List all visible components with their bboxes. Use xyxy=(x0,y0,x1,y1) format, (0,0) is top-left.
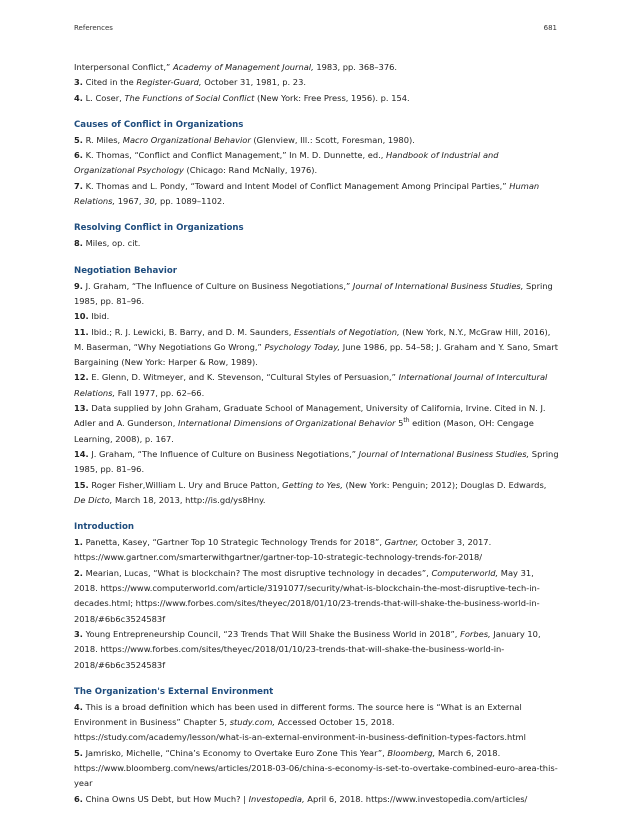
reference-text: Miles, op. cit. xyxy=(82,238,141,249)
reference-text: 1967, xyxy=(115,196,145,207)
italic-title: Academy of Management Journal, xyxy=(173,62,314,72)
reference-text: Young Entrepreneurship Council, “23 Trends That Will Shake the Business World in 2018”, xyxy=(82,628,461,639)
reference-text: Fall 1977, pp. 62–66. xyxy=(115,387,205,398)
reference-number: 15. xyxy=(74,479,89,490)
italic-title: Register-Guard, xyxy=(136,77,202,88)
reference-entry xyxy=(74,700,560,746)
reference-text: (New York, N.Y., McGraw Hill, 2016), M. Baserman, “Why Negotiations Go Wrong,” xyxy=(74,326,551,352)
reference-entry xyxy=(74,148,560,179)
reference-number: 1. xyxy=(74,537,83,548)
references-list xyxy=(74,60,560,807)
reference-number: 5. xyxy=(74,747,83,758)
italic-title: Computerworld, xyxy=(431,567,499,578)
reference-text: J. Graham, “The Influence of Culture on Business Negotiations,” xyxy=(88,448,359,459)
reference-text: Spring 1985, pp. 81–96. xyxy=(74,280,553,306)
reference-text: edition (Mason, OH: Cengage Learning, 2008), p. 167. xyxy=(74,418,534,444)
reference-number: 13. xyxy=(74,403,89,414)
italic-title: Getting to Yes, xyxy=(282,479,343,490)
reference-number: 6. xyxy=(74,150,83,161)
section-heading: Causes of Conflict in Organizations xyxy=(74,119,244,130)
reference-number: 7. xyxy=(74,180,83,191)
reference-number: 4. xyxy=(74,92,83,103)
reference-entry xyxy=(74,279,560,310)
reference-number: 2. xyxy=(74,567,83,578)
reference-number: 5. xyxy=(74,134,83,145)
reference-number: 3. xyxy=(74,628,83,639)
italic-title: Gartner, xyxy=(384,537,419,548)
italic-title: Psychology Today, xyxy=(264,341,341,352)
reference-entry xyxy=(74,566,560,627)
reference-entry xyxy=(74,792,560,807)
reference-text: Mearian, Lucas, “What is blockchain? The most disruptive technology in decades”, xyxy=(82,567,432,578)
reference-text: October 3, 2017. https://www.gartner.com/smarterwithgartner/gartner-top-10-strategic-technology-trends-for-2018/ xyxy=(74,537,492,563)
reference-text: Accessed October 15, 2018. https://study.com/academy/lesson/what-is-an-external-environment-in-business-definition-types-factors.html xyxy=(74,717,526,743)
reference-number: 4. xyxy=(74,701,83,712)
reference-entry xyxy=(74,133,560,148)
reference-text: (Chicago: Rand McNally, 1976). xyxy=(183,165,318,176)
reference-text: China Owns US Debt, but How Much? | xyxy=(82,793,249,804)
italic-title: Human Relations, xyxy=(74,180,540,207)
reference-text: Ibid. xyxy=(88,311,110,322)
page-number: 681 xyxy=(543,24,557,32)
italic-title: Journal of International Business Studies, xyxy=(358,448,530,459)
section-heading: Negotiation Behavior xyxy=(74,265,177,276)
italic-title: Investopedia, xyxy=(248,793,305,804)
reference-text: (Glenview, Ill.: Scott, Foresman, 1980). xyxy=(250,134,415,145)
reference-number: 8. xyxy=(74,238,83,249)
reference-text: May 31, 2018. https://www.computerworld.com/article/3191077/security/what-is-blockchain-the-most-disruptive-tech-in-decades.html; https://www.forbes.com/sites/theyec/2018/01/10/23-trends-that-will-shake-the-business-world-in-2018/#6b6c3524583f xyxy=(74,567,540,624)
reference-entry xyxy=(74,535,560,566)
reference-text: (New York: Free Press, 1956). p. 154. xyxy=(254,92,410,103)
reference-text: June 1986, pp. 54–58; J. Graham and Y. Sano, Smart Bargaining (New York: Harper & Row, 1989). xyxy=(74,341,559,368)
section-title: References xyxy=(74,24,113,32)
reference-text: Data supplied by John Graham, Graduate School of Management, University of California, Irvine. Cited in N. J. Adler and A. Gunderson, xyxy=(74,403,546,429)
reference-number: 9. xyxy=(74,280,83,291)
reference-text: 1983, pp. 368–376. xyxy=(313,62,398,72)
reference-entry xyxy=(74,75,560,90)
reference-text: E. Glenn, D. Witmeyer, and K. Stevenson, “Cultural Styles of Persuasion,” xyxy=(88,372,399,383)
reference-text: L. Coser, xyxy=(82,92,125,103)
reference-number: 10. xyxy=(74,311,89,322)
reference-text: (New York: Penguin; 2012); Douglas D. Edwards, xyxy=(342,479,547,490)
italic-title: The Functions of Social Conflict xyxy=(124,92,255,103)
italic-title: Forbes, xyxy=(460,628,491,639)
italic-title: Macro Organizational Behavior xyxy=(122,134,251,145)
section-heading: Resolving Conflict in Organizations xyxy=(74,223,244,234)
reference-text: Interpersonal Conflict,” xyxy=(74,62,173,72)
italic-title: Bloomberg, xyxy=(387,747,436,758)
running-header xyxy=(74,24,557,32)
superscript: th xyxy=(403,417,410,425)
reference-entry xyxy=(74,91,560,106)
reference-entry xyxy=(74,401,560,447)
reference-text: K. Thomas and L. Pondy, “Toward and Intent Model of Conflict Management Among Principal Parties,” xyxy=(82,180,510,191)
reference-entry xyxy=(74,309,560,324)
italic-title: study.com, xyxy=(229,717,276,728)
reference-entry xyxy=(74,447,560,478)
italic-title: Handbook of Industrial and Organizational Psychology xyxy=(74,150,499,176)
italic-title: 30, xyxy=(144,196,158,207)
reference-number: 11. xyxy=(74,326,89,337)
italic-title: De Dicto, xyxy=(74,494,113,505)
reference-text: J. Graham, “The Influence of Culture on Business Negotiations,” xyxy=(82,280,353,291)
reference-text: pp. 1089–1102. xyxy=(157,196,225,207)
reference-text: Ibid.; R. J. Lewicki, B. Barry, and D. M. Saunders, xyxy=(88,326,294,337)
reference-number: 3. xyxy=(74,77,83,88)
reference-entry xyxy=(74,325,560,371)
reference-entry xyxy=(74,370,560,401)
reference-entry xyxy=(74,236,560,251)
reference-entry xyxy=(74,746,560,792)
reference-number: 14. xyxy=(74,448,89,459)
italic-title: International Journal of Intercultural Relations, xyxy=(74,372,548,398)
reference-text: 5 xyxy=(395,418,404,429)
reference-number: 12. xyxy=(74,372,89,383)
reference-text: Cited in the xyxy=(82,77,137,88)
section-heading: The Organization's External Environment xyxy=(74,686,274,697)
reference-entry xyxy=(74,478,560,509)
reference-text: March 6, 2018. https://www.bloomberg.com/news/articles/2018-03-06/china-s-economy-is-set-to-overtake-combined-euro-area-this-year xyxy=(74,747,558,789)
section-heading: Introduction xyxy=(74,522,135,533)
reference-text: January 10, 2018. https://www.forbes.com/sites/theyec/2018/01/10/23-trends-that-will-shake-the-business-world-in-2018/#6b6c3524583f xyxy=(74,628,541,670)
reference-text: This is a broad definition which has been used in different forms. The source here is “What is an External Environment in Business” Chapter 5, xyxy=(74,701,522,728)
italic-title: Essentials of Negotiation, xyxy=(293,326,400,337)
reference-text: R. Miles, xyxy=(82,134,123,145)
reference-number: 6. xyxy=(74,793,83,804)
reference-text: Jamrisko, Michelle, “China’s Economy to Overtake Euro Zone This Year”, xyxy=(82,747,388,758)
reference-continuation xyxy=(74,60,560,75)
italic-title: Journal of International Business Studies, xyxy=(352,280,524,291)
reference-entry xyxy=(74,179,560,210)
reference-text: April 6, 2018. https://www.investopedia.com/articles/ xyxy=(304,793,528,804)
reference-text: K. Thomas, “Conflict and Conflict Management,” In M. D. Dunnette, ed., xyxy=(82,150,387,161)
reference-text: October 31, 1981, p. 23. xyxy=(201,77,306,88)
reference-text: March 18, 2013, http://is.gd/ys8Hny. xyxy=(112,494,266,505)
reference-text: Panetta, Kasey, “Gartner Top 10 Strategic Technology Trends for 2018”, xyxy=(82,537,385,548)
reference-text: Spring 1985, pp. 81–96. xyxy=(74,448,559,475)
reference-entry xyxy=(74,627,560,673)
reference-text: Roger Fisher,William L. Ury and Bruce Patton, xyxy=(88,479,283,490)
italic-title: International Dimensions of Organizational Behavior xyxy=(177,418,396,429)
